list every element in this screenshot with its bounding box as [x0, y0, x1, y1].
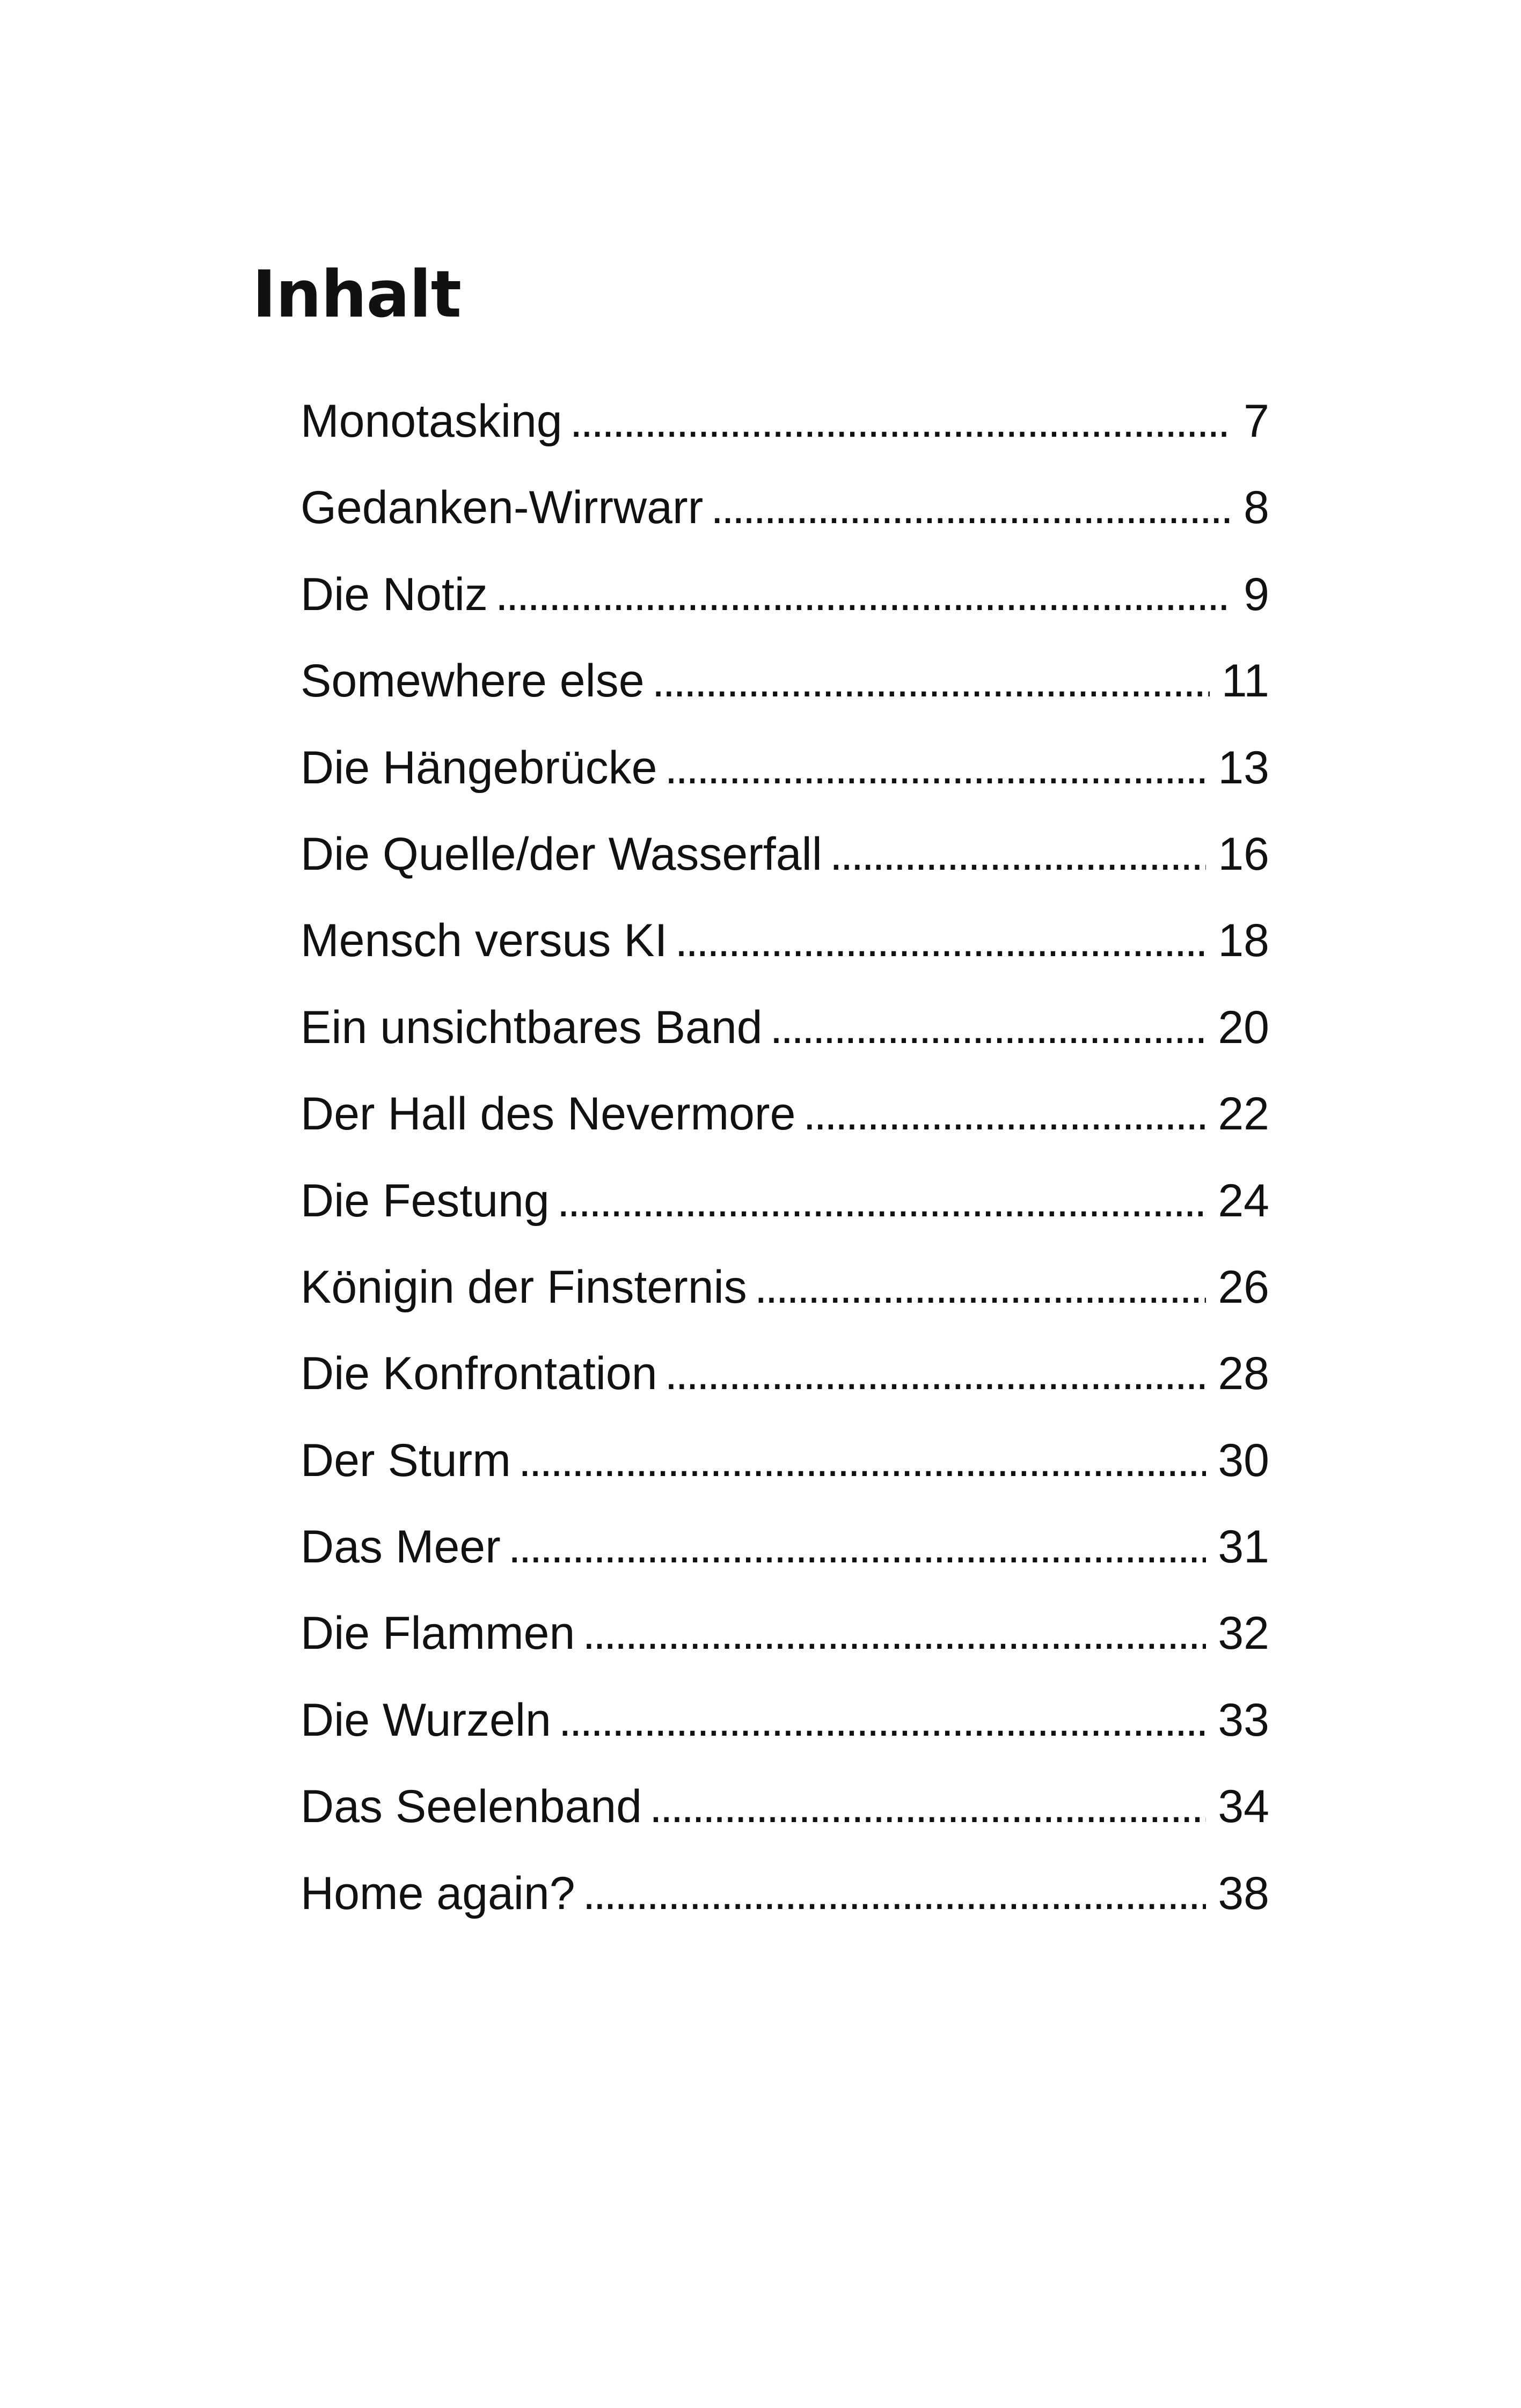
toc-entry: [301, 1517, 1269, 1604]
dot-leader: [830, 825, 1206, 884]
dot-leader: [664, 738, 1206, 797]
toc-entry-page-number: 22: [1218, 1088, 1269, 1140]
dot-leader: [583, 1864, 1206, 1923]
toc-entry-title: Die Festung: [301, 1174, 550, 1227]
toc-entry-page-number: 16: [1218, 828, 1269, 880]
toc-entry-page-number: 9: [1244, 568, 1269, 620]
toc-entry-page-number: 24: [1218, 1174, 1269, 1227]
toc-entry: [301, 825, 1269, 911]
toc-entry: [301, 738, 1269, 825]
toc-entry-page-number: 18: [1218, 915, 1269, 967]
toc-entry: [301, 1604, 1269, 1690]
dot-leader: [675, 911, 1206, 970]
toc-entry: [301, 1691, 1269, 1777]
toc-entry-page-number: 34: [1218, 1781, 1269, 1833]
toc-entry: [301, 1344, 1269, 1430]
dot-leader: [582, 1604, 1206, 1663]
toc-entry-title: Königin der Finsternis: [301, 1261, 747, 1313]
toc-heading: Inhalt: [252, 258, 461, 332]
toc-entry-title: Home again?: [301, 1867, 575, 1919]
dot-leader: [665, 1344, 1206, 1403]
toc-entry-page-number: 8: [1244, 482, 1269, 534]
dot-leader: [770, 998, 1206, 1057]
toc-entry-page-number: 26: [1218, 1261, 1269, 1313]
toc-entry-title: Die Notiz: [301, 568, 488, 620]
toc-entry-title: Die Hängebrücke: [301, 742, 657, 794]
toc-entry-page-number: 28: [1218, 1348, 1269, 1400]
toc-entry-page-number: 30: [1218, 1434, 1269, 1486]
toc-entry-title: Monotasking: [301, 395, 562, 447]
toc-entry-page-number: 13: [1218, 742, 1269, 794]
dot-leader: [711, 478, 1232, 537]
toc-entry: [301, 911, 1269, 997]
toc-entry-page-number: 32: [1218, 1607, 1269, 1660]
toc-entry-title: Die Flammen: [301, 1607, 575, 1660]
toc-entry-title: Gedanken-Wirrwarr: [301, 482, 704, 534]
toc-entry-title: Mensch versus KI: [301, 915, 668, 967]
toc-entry-page-number: 20: [1218, 1001, 1269, 1053]
dot-leader: [518, 1431, 1206, 1490]
dot-leader: [570, 392, 1232, 451]
dot-leader: [495, 565, 1232, 624]
toc-entry-title: Ein unsichtbares Band: [301, 1001, 763, 1053]
toc-entry-title: Die Konfrontation: [301, 1348, 657, 1400]
toc-entry: [301, 392, 1269, 478]
toc-entry: [301, 478, 1269, 564]
toc-entry-page-number: 11: [1221, 655, 1269, 707]
toc-entry: [301, 1258, 1269, 1344]
toc-entry-title: Das Seelenband: [301, 1781, 642, 1833]
toc-entry-page-number: 38: [1218, 1867, 1269, 1919]
toc-entry-page-number: 31: [1218, 1521, 1269, 1573]
toc-entry: [301, 998, 1269, 1084]
dot-leader: [649, 1777, 1206, 1836]
toc-entry-title: Die Wurzeln: [301, 1694, 551, 1746]
toc-entry-title: Das Meer: [301, 1521, 501, 1573]
toc-entry-page-number: 33: [1218, 1694, 1269, 1746]
toc-entry-title: Die Quelle/der Wasserfall: [301, 828, 822, 880]
toc-entry: [301, 1431, 1269, 1517]
dot-leader: [508, 1517, 1206, 1576]
toc-entry-title: Der Hall des Nevermore: [301, 1088, 796, 1140]
toc-entry-page-number: 7: [1244, 395, 1269, 447]
toc-entry-title: Somewhere else: [301, 655, 645, 707]
dot-leader: [557, 1171, 1206, 1230]
toc-entry: [301, 1864, 1269, 1950]
toc-entry: [301, 1171, 1269, 1258]
toc-entry: [301, 651, 1269, 738]
dot-leader: [652, 651, 1210, 710]
table-of-contents: [301, 392, 1269, 1950]
toc-entry: [301, 1777, 1269, 1863]
toc-entry: [301, 565, 1269, 651]
toc-entry-title: Der Sturm: [301, 1434, 511, 1486]
dot-leader: [803, 1084, 1206, 1143]
dot-leader: [755, 1258, 1206, 1317]
toc-entry: [301, 1084, 1269, 1171]
dot-leader: [559, 1691, 1206, 1750]
